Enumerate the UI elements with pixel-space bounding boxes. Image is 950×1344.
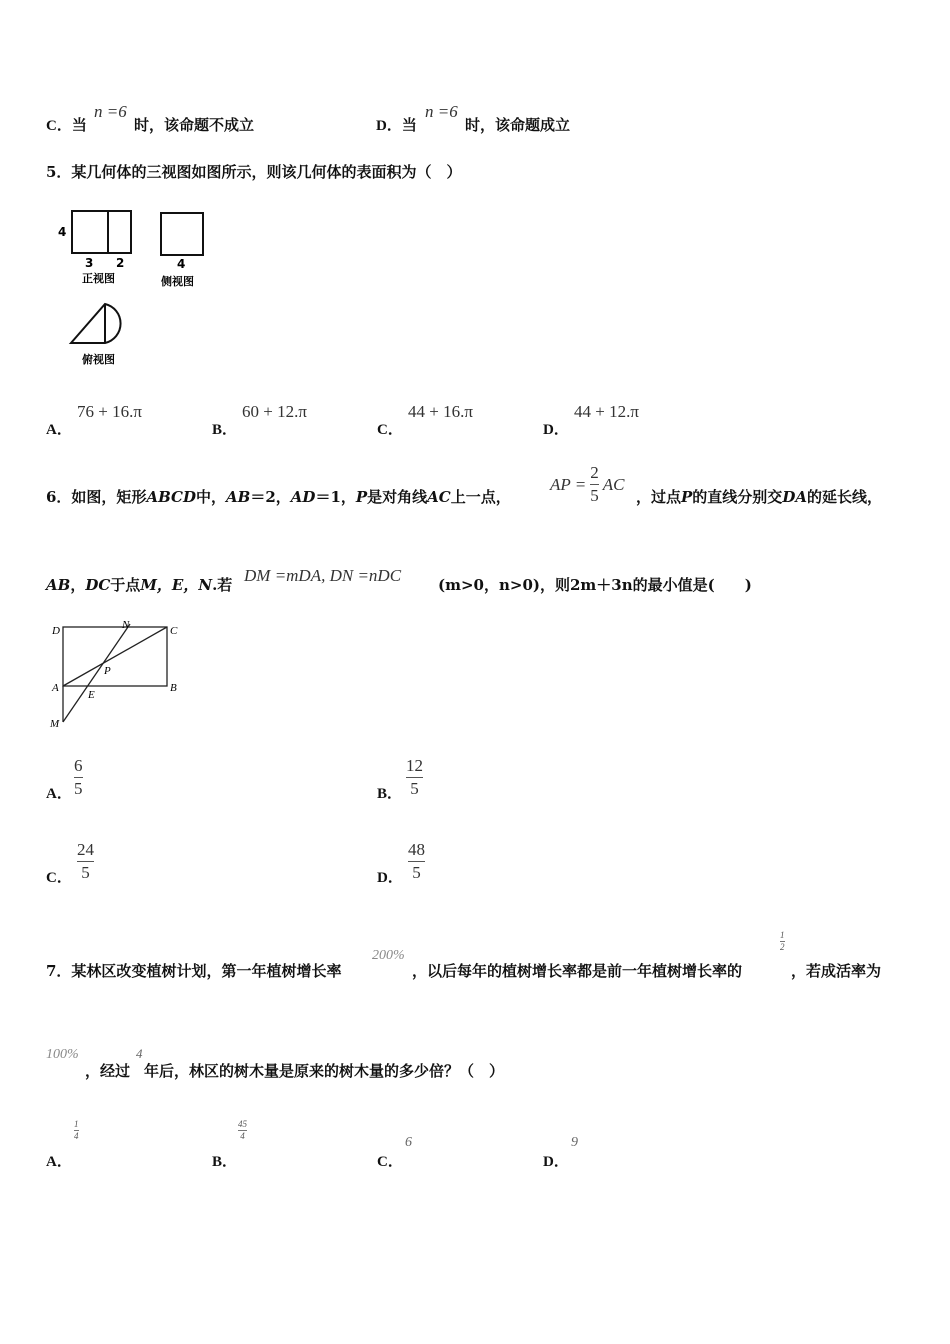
q6-dc: DC xyxy=(85,576,111,594)
side-view-label: 侧视图 xyxy=(161,275,194,288)
q6-option-b-label: B． xyxy=(377,786,403,802)
front-view-rect xyxy=(72,211,131,253)
q7-option-a-label: A． xyxy=(46,1154,72,1170)
q5-three-view-figure xyxy=(55,205,225,375)
q6-stem-line1b xyxy=(636,487,882,507)
option-label: C． xyxy=(46,118,72,134)
point-n: N xyxy=(122,619,130,631)
q7-option-a-value xyxy=(74,1120,79,1141)
q6-text: 的直线分别交 xyxy=(692,488,783,506)
frac-den: 5 xyxy=(81,863,90,882)
q5-option-c-value: 44 + 16.π xyxy=(408,402,473,421)
q6-option-c-value xyxy=(77,841,94,882)
q7-stem-part1: 7．某林区改变植树计划，第一年植树增长率 xyxy=(46,962,342,980)
q6-stem-line2b xyxy=(438,575,752,595)
q7-line2-a: ，经过 xyxy=(85,1062,131,1080)
q5-option-a-value: 76 + 16.π xyxy=(77,402,142,421)
top-view-shape xyxy=(71,304,121,343)
q6-text: ＝1， xyxy=(315,488,356,506)
q6-text: 的最小值是( ) xyxy=(632,576,752,594)
q7-option-b-label: B． xyxy=(212,1154,238,1170)
ap-num: 2 xyxy=(590,463,599,482)
q6-points: M，E，N xyxy=(140,576,213,594)
q5-option-d-value: 44 + 12.π xyxy=(574,402,639,421)
side-view-rect xyxy=(161,213,203,255)
q5-stem: 5．某几何体的三视图如图所示，则该几何体的表面积为（ ） xyxy=(46,163,462,181)
q6-abcd: ABCD xyxy=(146,488,196,506)
q6-ad: AD xyxy=(290,488,316,506)
q6-option-a-value xyxy=(74,757,83,798)
ap-den: 5 xyxy=(590,486,599,505)
point-e: E xyxy=(88,689,95,701)
frac-num: 48 xyxy=(408,840,425,859)
q6-ap-formula xyxy=(550,464,624,505)
frac-num: 45 xyxy=(238,1119,247,1129)
q6-text: .若 xyxy=(212,576,233,594)
point-m: M xyxy=(50,718,60,730)
frac-den: 5 xyxy=(74,779,83,798)
q6-vector-condition: DM =mDA, DN =nDC xyxy=(244,566,402,585)
q5-option-d-label: D． xyxy=(543,422,569,438)
q6-stem-line1 xyxy=(46,487,511,507)
q5-option-b-value: 60 + 12.π xyxy=(242,402,307,421)
frac-num: 12 xyxy=(406,756,423,775)
three-view-svg xyxy=(55,205,225,375)
point-a: A xyxy=(52,682,59,694)
q4-d-math: n =6 xyxy=(425,102,458,121)
q6-text: 的延长线， xyxy=(806,488,882,506)
rectangle-svg xyxy=(44,616,194,732)
point-c: C xyxy=(170,625,178,637)
q5-option-b-label: B． xyxy=(212,422,238,438)
q4-option-d xyxy=(376,115,417,136)
frac-num: 24 xyxy=(77,840,94,859)
q6-ac: AC xyxy=(427,488,451,506)
frac-num: 1 xyxy=(780,930,785,940)
q6-p: P xyxy=(355,488,368,506)
line-mn xyxy=(63,624,130,722)
q4-d-post: 时，该命题成立 xyxy=(465,116,571,134)
q6-text: 6．如图，矩形 xyxy=(46,488,147,506)
q6-text: ， xyxy=(70,576,86,594)
q6-da: DA xyxy=(782,488,807,506)
dim-4-side: 4 xyxy=(177,257,186,271)
point-p: P xyxy=(104,665,111,677)
q6-text: 是对角线 xyxy=(367,488,428,506)
q6-option-d-label: D． xyxy=(377,870,403,886)
dim-2: 2 xyxy=(116,256,125,270)
diagonal-ac xyxy=(63,627,167,686)
option-text: 当 xyxy=(401,116,417,134)
q4-c-post: 时，该命题不成立 xyxy=(134,116,255,134)
frac-num: 6 xyxy=(74,756,83,775)
option-label: D． xyxy=(376,118,402,134)
q7-pct-200: 200% xyxy=(372,948,405,963)
frac-num: 1 xyxy=(74,1119,79,1129)
q4-option-c xyxy=(46,115,87,136)
q7-stem-part2: ，以后每年的植树增长率都是前一年植树增长率的 xyxy=(412,962,743,980)
q7-option-d-value: 9 xyxy=(571,1135,578,1150)
q7-option-c-value: 6 xyxy=(405,1135,412,1150)
dim-3: 3 xyxy=(85,256,94,270)
q6-cond: (m>0，n>0)，则 xyxy=(438,576,570,594)
q6-text: 中， xyxy=(196,488,227,506)
top-view-label: 俯视图 xyxy=(82,353,115,366)
ap-lhs: AP = xyxy=(550,474,587,494)
point-b: B xyxy=(170,682,177,694)
frac-den: 4 xyxy=(240,1131,245,1141)
q4-c-math: n =6 xyxy=(94,102,127,121)
q6-p2: P xyxy=(681,488,693,506)
q6-ab: AB xyxy=(226,488,251,506)
q6-stem-line2a xyxy=(46,575,232,595)
q6-text: 上一点， xyxy=(450,488,511,506)
q7-line2-b: 年后，林区的树木量是原来的树木量的多少倍？（ ） xyxy=(144,1062,505,1080)
q6-expr: 2m＋3n xyxy=(569,576,633,594)
ap-rhs: AC xyxy=(602,474,625,494)
q7-option-d-label: D． xyxy=(543,1154,569,1170)
q6-text: 于点 xyxy=(110,576,141,594)
frac-den: 5 xyxy=(410,779,419,798)
q5-option-c-label: C． xyxy=(377,422,403,438)
q6-ab2: AB xyxy=(46,576,71,594)
q6-option-b-value xyxy=(406,757,423,798)
q5-option-a-label: A． xyxy=(46,422,72,438)
q7-option-b-value xyxy=(238,1120,247,1141)
q7-years: 4 xyxy=(136,1046,143,1061)
q6-option-c-label: C． xyxy=(46,870,72,886)
front-view-label: 正视图 xyxy=(82,272,115,285)
frac-den: 5 xyxy=(412,863,421,882)
dim-4-left: 4 xyxy=(58,225,67,239)
q7-pct-100: 100% xyxy=(46,1047,79,1062)
q7-option-c-label: C． xyxy=(377,1154,403,1170)
point-d: D xyxy=(52,625,60,637)
q7-half-fraction xyxy=(780,931,785,952)
q6-option-d-value xyxy=(408,841,425,882)
q6-text: ＝2， xyxy=(250,488,291,506)
frac-den: 2 xyxy=(780,942,785,952)
q6-text: ，过点 xyxy=(636,488,682,506)
frac-den: 4 xyxy=(74,1131,79,1141)
q6-option-a-label: A． xyxy=(46,786,72,802)
ap-fraction xyxy=(590,464,599,505)
q7-stem-part3: ，若成活率为 xyxy=(791,962,882,980)
option-text: 当 xyxy=(71,116,87,134)
q6-rectangle-figure xyxy=(44,616,194,732)
